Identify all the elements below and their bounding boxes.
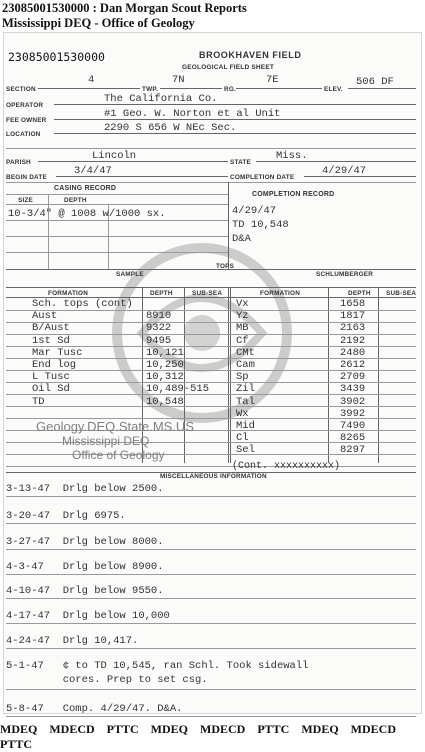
schlumberger-label: SCHLUMBERGER <box>316 271 374 278</box>
schl-top-formation: Tal <box>236 395 255 408</box>
schl-top-formation: MB <box>236 322 249 335</box>
schl-top-depth: 3992 <box>340 407 366 420</box>
schl-depth-header: DEPTH <box>348 290 371 297</box>
schl-top-depth: 2480 <box>340 346 366 359</box>
schl-top-formation: Sp <box>236 371 249 384</box>
misc-entry: cores. Prep to set csg. <box>6 674 208 686</box>
completion-date-value: 4/29/47 <box>322 165 367 177</box>
misc-entry: 3-13-47 Drlg below 2500. <box>6 483 164 495</box>
schl-top-formation: CMt <box>236 346 255 359</box>
depth-label: DEPTH <box>64 197 87 204</box>
schl-formation-header: FORMATION <box>260 290 301 297</box>
elev-label: ELEV. <box>324 86 343 93</box>
deq-watermark-logo-icon <box>82 233 322 433</box>
completion-line-3: D&A <box>232 233 251 245</box>
schl-top-depth: 3902 <box>340 395 366 408</box>
completion-line-1: 4/29/47 <box>232 205 277 217</box>
sample-top-depth: 10,489-515 <box>146 383 210 396</box>
begin-date-label: BEGIN DATE <box>6 174 47 181</box>
schl-top-depth: 3439 <box>340 383 366 396</box>
casing-record-label: CASING RECORD <box>54 185 117 192</box>
report-subtitle: Mississippi DEQ - Office of Geology <box>2 16 195 30</box>
twp-value: 7N <box>172 74 185 86</box>
schl-top-depth: 2192 <box>340 334 366 347</box>
schl-top-depth: 7490 <box>340 420 366 432</box>
schl-top-formation: Cf <box>236 334 249 347</box>
schl-subsea-header: SUB-SEA <box>386 290 417 297</box>
rg-value: 7E <box>266 74 279 86</box>
sample-top-formation: TD <box>32 395 45 408</box>
sample-top-formation: Oil Sd <box>32 383 70 396</box>
state-label: STATE <box>230 159 251 166</box>
tops-label: TOPS <box>216 263 235 270</box>
sample-top-formation: B/Aust <box>32 322 70 335</box>
state-value: Miss. <box>276 150 308 162</box>
size-label: SIZE <box>18 197 34 204</box>
sample-subsea-header: SUB-SEA <box>192 290 223 297</box>
schl-top-formation: Yz <box>236 310 249 323</box>
sample-top-depth: 10,121 <box>146 346 184 359</box>
schl-top-formation: Mid <box>236 420 255 432</box>
cont-note: (Cont. xxxxxxxxxx) <box>232 461 341 472</box>
section-value: 4 <box>88 74 95 86</box>
location-value: 2290 S 656 W NEc Sec. <box>104 122 237 134</box>
schl-top-depth: 1658 <box>340 298 366 310</box>
casing-entry: 10-3/4" @ 1008 w/1000 sx. <box>8 208 166 220</box>
sample-top-formation: Sch. tops (cont) <box>32 298 133 310</box>
sample-top-depth: 9495 <box>146 334 172 347</box>
footer-credits: MDEQ MDECD PTTC MDEQ MDECD PTTC MDEQ MDECD PTTC <box>0 722 396 751</box>
watermark-line1: Mississippi DEQ <box>62 434 150 448</box>
sheet-subtitle: GEOLOGICAL FIELD SHEET <box>182 64 275 71</box>
misc-entry: 5-8-47 Comp. 4/29/47. D&A. <box>6 703 183 715</box>
schl-top-formation: Cl <box>236 432 249 445</box>
operator-label: OPERATOR <box>6 102 44 109</box>
sample-top-formation: End log <box>32 359 77 371</box>
sample-top-formation: 1st Sd <box>32 334 70 347</box>
misc-entry: 3-27-47 Drlg below 8000. <box>6 536 164 548</box>
schl-top-depth: 2163 <box>340 322 366 335</box>
rg-label: RG. <box>224 86 236 93</box>
sample-top-formation: L Tusc <box>32 371 70 384</box>
schl-top-formation: Wx <box>236 407 249 420</box>
sample-top-depth: 10,548 <box>146 395 184 408</box>
schl-top-formation: Vx <box>236 298 249 310</box>
sample-top-depth: 8910 <box>146 310 172 323</box>
sample-label: SAMPLE <box>116 271 144 278</box>
parish-label: PARISH <box>6 159 31 166</box>
parish-value: Lincoln <box>92 150 137 162</box>
misc-entry: 4-10-47 Drlg below 9550. <box>6 585 164 597</box>
location-label: LOCATION <box>6 131 41 138</box>
api-number: 23085001530000 <box>8 50 105 64</box>
watermark-line2: Office of Geology <box>72 448 165 462</box>
misc-entry: 4-3-47 Drlg below 8900. <box>6 561 164 573</box>
schl-top-depth: 1817 <box>340 310 366 323</box>
sample-top-formation: Mar Tusc <box>32 346 83 359</box>
misc-entry: 5-1-47 ¢ to TD 10,545, ran Schl. Took sidewall <box>6 660 309 672</box>
schl-top-depth: 2612 <box>340 359 366 371</box>
schl-top-formation: Cam <box>236 359 255 371</box>
schl-top-formation: Zil <box>236 383 255 396</box>
completion-date-label: COMPLETION DATE <box>230 174 295 181</box>
misc-entry: 4-24-47 Drlg 10,417. <box>6 635 139 647</box>
geological-field-sheet <box>3 32 422 714</box>
sample-top-depth: 10,250 <box>146 359 184 371</box>
field-title: BROOKHAVEN FIELD <box>199 50 302 60</box>
elev-value: 506 DF <box>356 76 394 88</box>
sample-formation-header: FORMATION <box>48 290 89 297</box>
section-label: SECTION <box>6 86 36 93</box>
sample-depth-header: DEPTH <box>150 290 173 297</box>
completion-record-label: COMPLETION RECORD <box>252 191 335 198</box>
schl-top-depth: 8265 <box>340 432 366 445</box>
schl-top-depth: 8297 <box>340 444 366 457</box>
fee-owner-label: FEE OWNER <box>6 117 47 124</box>
misc-entry: 4-17-47 Drlg below 10,000 <box>6 610 170 622</box>
begin-date-value: 3/4/47 <box>74 165 112 177</box>
sample-top-depth: 10,312 <box>146 371 184 384</box>
report-title: 23085001530000 : Dan Morgan Scout Reports <box>2 1 247 15</box>
misc-label: MISCELLANEOUS INFORMATION <box>160 473 267 480</box>
sample-top-depth: 9322 <box>146 322 172 335</box>
schl-top-formation: Sel <box>236 444 255 457</box>
fee-owner-value: #1 Geo. W. Norton et al Unit <box>104 108 281 120</box>
misc-entry: 3-20-47 Drlg 6975. <box>6 510 126 522</box>
twp-label: TWP. <box>142 86 158 93</box>
watermark-site: Geology.DEQ.State.MS.US <box>36 419 194 434</box>
operator-value: The California Co. <box>104 93 218 105</box>
sample-top-formation: Aust <box>32 310 58 323</box>
schl-top-depth: 2709 <box>340 371 366 384</box>
completion-line-2: TD 10,548 <box>232 219 289 231</box>
